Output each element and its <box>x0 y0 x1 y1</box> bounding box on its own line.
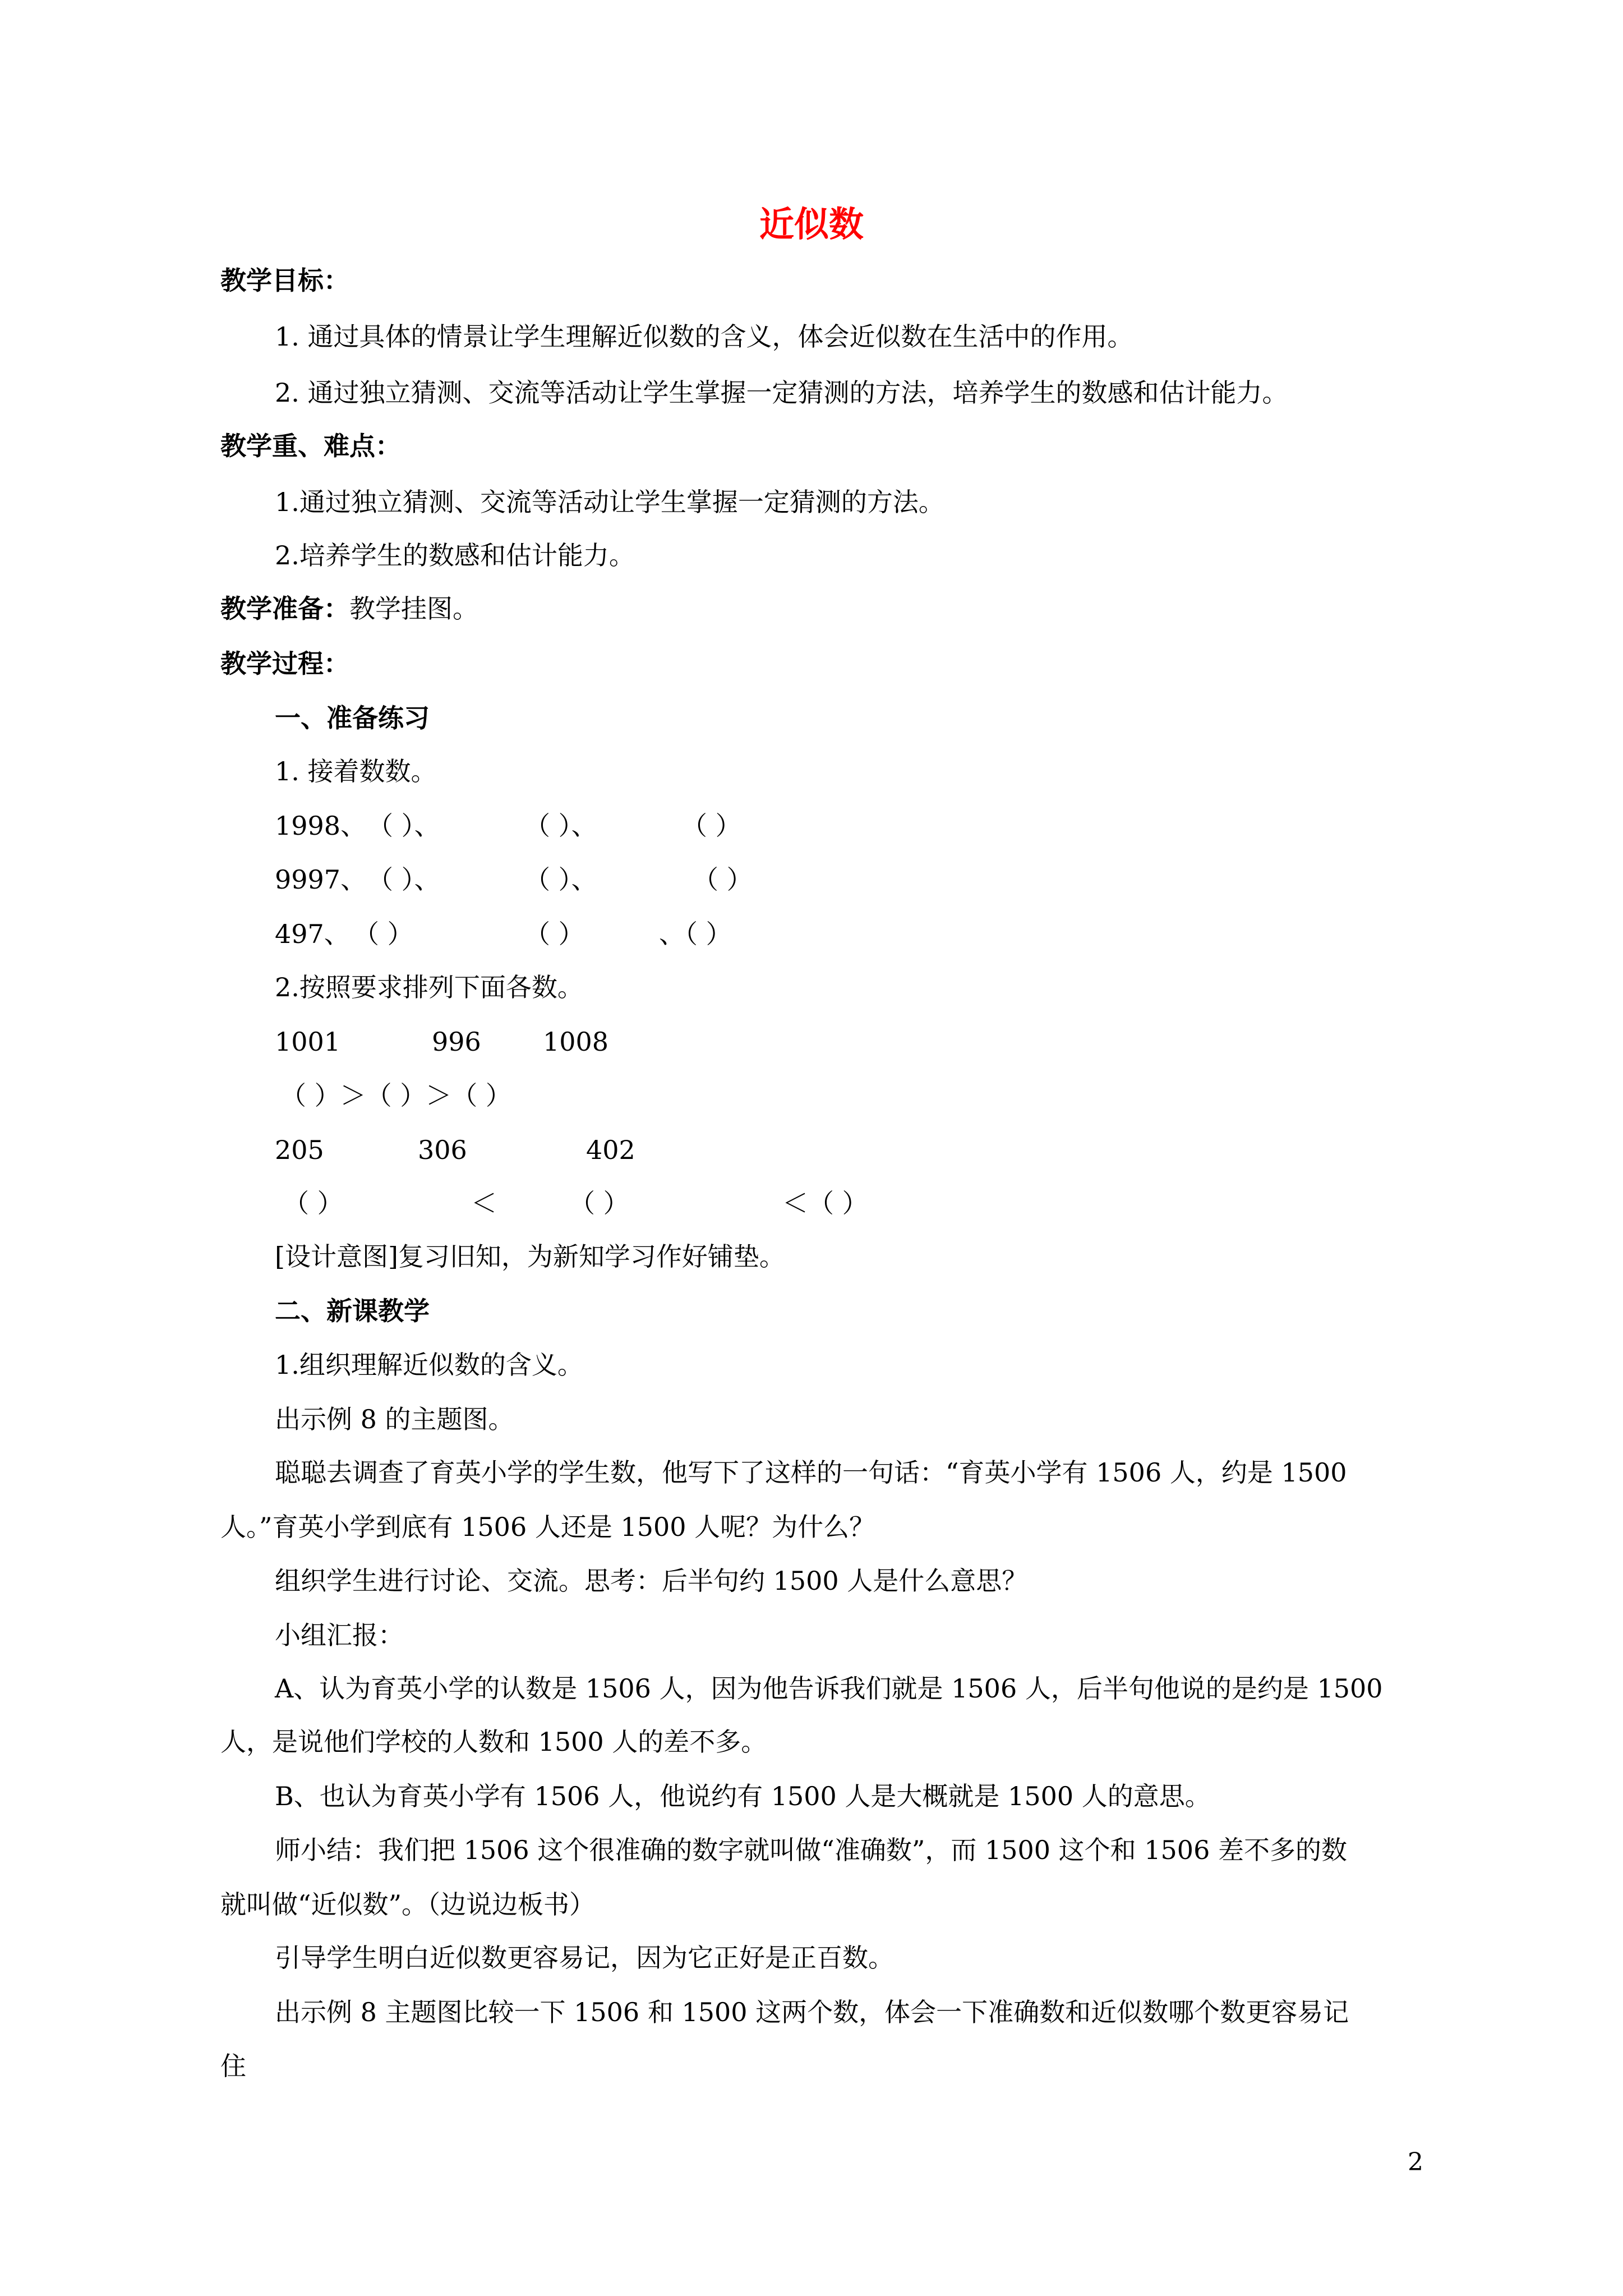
section2-p3b: 人。”育英小学到底有 1506 人还是 1500 人呢？为什么？ <box>220 1512 875 1542</box>
goal-2: 2. 通过独立猜测、交流等活动让学生掌握一定猜测的方法，培养学生的数感和估计能力。 <box>275 378 1288 408</box>
prep-label: 教学准备： <box>220 593 349 624</box>
set1-number-3: 1008 <box>543 1027 609 1057</box>
prep-line <box>220 589 478 628</box>
set2-number-2: 306 <box>418 1135 467 1165</box>
section2-p7: B、也认为育英小学有 1506 人，他说约有 1500 人是大概就是 1500 人的意思。 <box>275 1781 1211 1811</box>
count-row-1-start: 1998、 <box>275 811 367 841</box>
set2-less-than: ＜ <box>471 1188 497 1218</box>
goals-heading: 教学目标： <box>220 265 349 296</box>
design-intent: [设计意图]复习旧知，为新知学习作好铺垫。 <box>275 1241 785 1272</box>
section2-p5: 小组汇报： <box>275 1620 404 1650</box>
count-row-1-blank-2: （ ）、 <box>524 811 597 841</box>
count-row-3-blank-2: （ ） <box>524 919 584 949</box>
prep-text: 教学挂图。 <box>349 593 478 624</box>
section2-p9: 引导学生明白近似数更容易记，因为它正好是正百数。 <box>275 1943 894 1973</box>
set1-order-blanks: （ ）＞（ ）＞（ ） <box>280 1080 511 1111</box>
section2-p6a: A、认为育英小学的认数是 1506 人，因为他告诉我们就是 1506 人，后半句他说的是约是 1500 <box>275 1673 1383 1704</box>
count-row-2-blank-2: （ ）、 <box>524 864 597 895</box>
section2-p3a: 聪聪去调查了育英小学的学生数，他写下了这样的一句话：“育英小学有 1506 人，约是 1500 <box>275 1457 1347 1488</box>
set2-blank-3: ＜（ ） <box>782 1188 868 1218</box>
process-heading: 教学过程： <box>220 648 349 679</box>
section2-p8a: 师小结：我们把 1506 这个很准确的数字就叫做“准确数”，而 1500 这个和 1506 差不多的数 <box>275 1835 1347 1865</box>
count-row-1-blank-1: （ ）、 <box>367 811 440 841</box>
set1-number-1: 1001 <box>275 1027 341 1057</box>
page-number: 2 <box>1408 2148 1423 2177</box>
section2-heading: 二、新课教学 <box>275 1296 430 1326</box>
section2-p10a: 出示例 8 主题图比较一下 1506 和 1500 这两个数，体会一下准确数和近似数哪个数更容易记 <box>275 1997 1349 2027</box>
set2-number-3: 402 <box>586 1135 635 1165</box>
set1-number-2: 996 <box>432 1027 481 1057</box>
count-row-3-blank-3: 、（ ） <box>659 919 732 949</box>
count-row-1-blank-3: （ ） <box>681 811 741 841</box>
key-heading: 教学重、难点： <box>220 431 401 461</box>
count-row-2-start: 9997、 <box>275 864 367 895</box>
set2-blank-2: （ ） <box>569 1188 629 1218</box>
section2-p4: 组织学生进行讨论、交流。思考：后半句约 1500 人是什么意思？ <box>275 1566 1028 1596</box>
section1-heading: 一、准备练习 <box>275 703 430 733</box>
key-point-1: 1.通过独立猜测、交流等活动让学生掌握一定猜测的方法。 <box>275 487 944 517</box>
count-row-2-blank-1: （ ）、 <box>367 864 440 895</box>
set2-number-1: 205 <box>275 1135 324 1165</box>
page-title: 近似数 <box>759 204 864 245</box>
section2-p10b: 住 <box>220 2051 246 2081</box>
section2-p1: 1.组织理解近似数的含义。 <box>275 1350 583 1380</box>
section2-p8b: 就叫做“近似数”。（边说边板书） <box>220 1889 596 1920</box>
q2-text: 2.按照要求排列下面各数。 <box>275 972 583 1002</box>
goal-1: 1. 通过具体的情景让学生理解近似数的含义，体会近似数在生活中的作用。 <box>275 321 1133 352</box>
key-point-2: 2.培养学生的数感和估计能力。 <box>275 540 635 570</box>
count-row-2-blank-3: （ ） <box>693 864 753 895</box>
count-row-3-start: 497、 <box>275 919 350 949</box>
q1-text: 1. 接着数数。 <box>275 756 437 786</box>
section2-p6b: 人，是说他们学校的人数和 1500 人的差不多。 <box>220 1727 767 1757</box>
section2-p2: 出示例 8 的主题图。 <box>275 1404 514 1434</box>
count-row-3-blank-1: （ ） <box>353 919 413 949</box>
set2-blank-1: （ ） <box>283 1188 343 1218</box>
